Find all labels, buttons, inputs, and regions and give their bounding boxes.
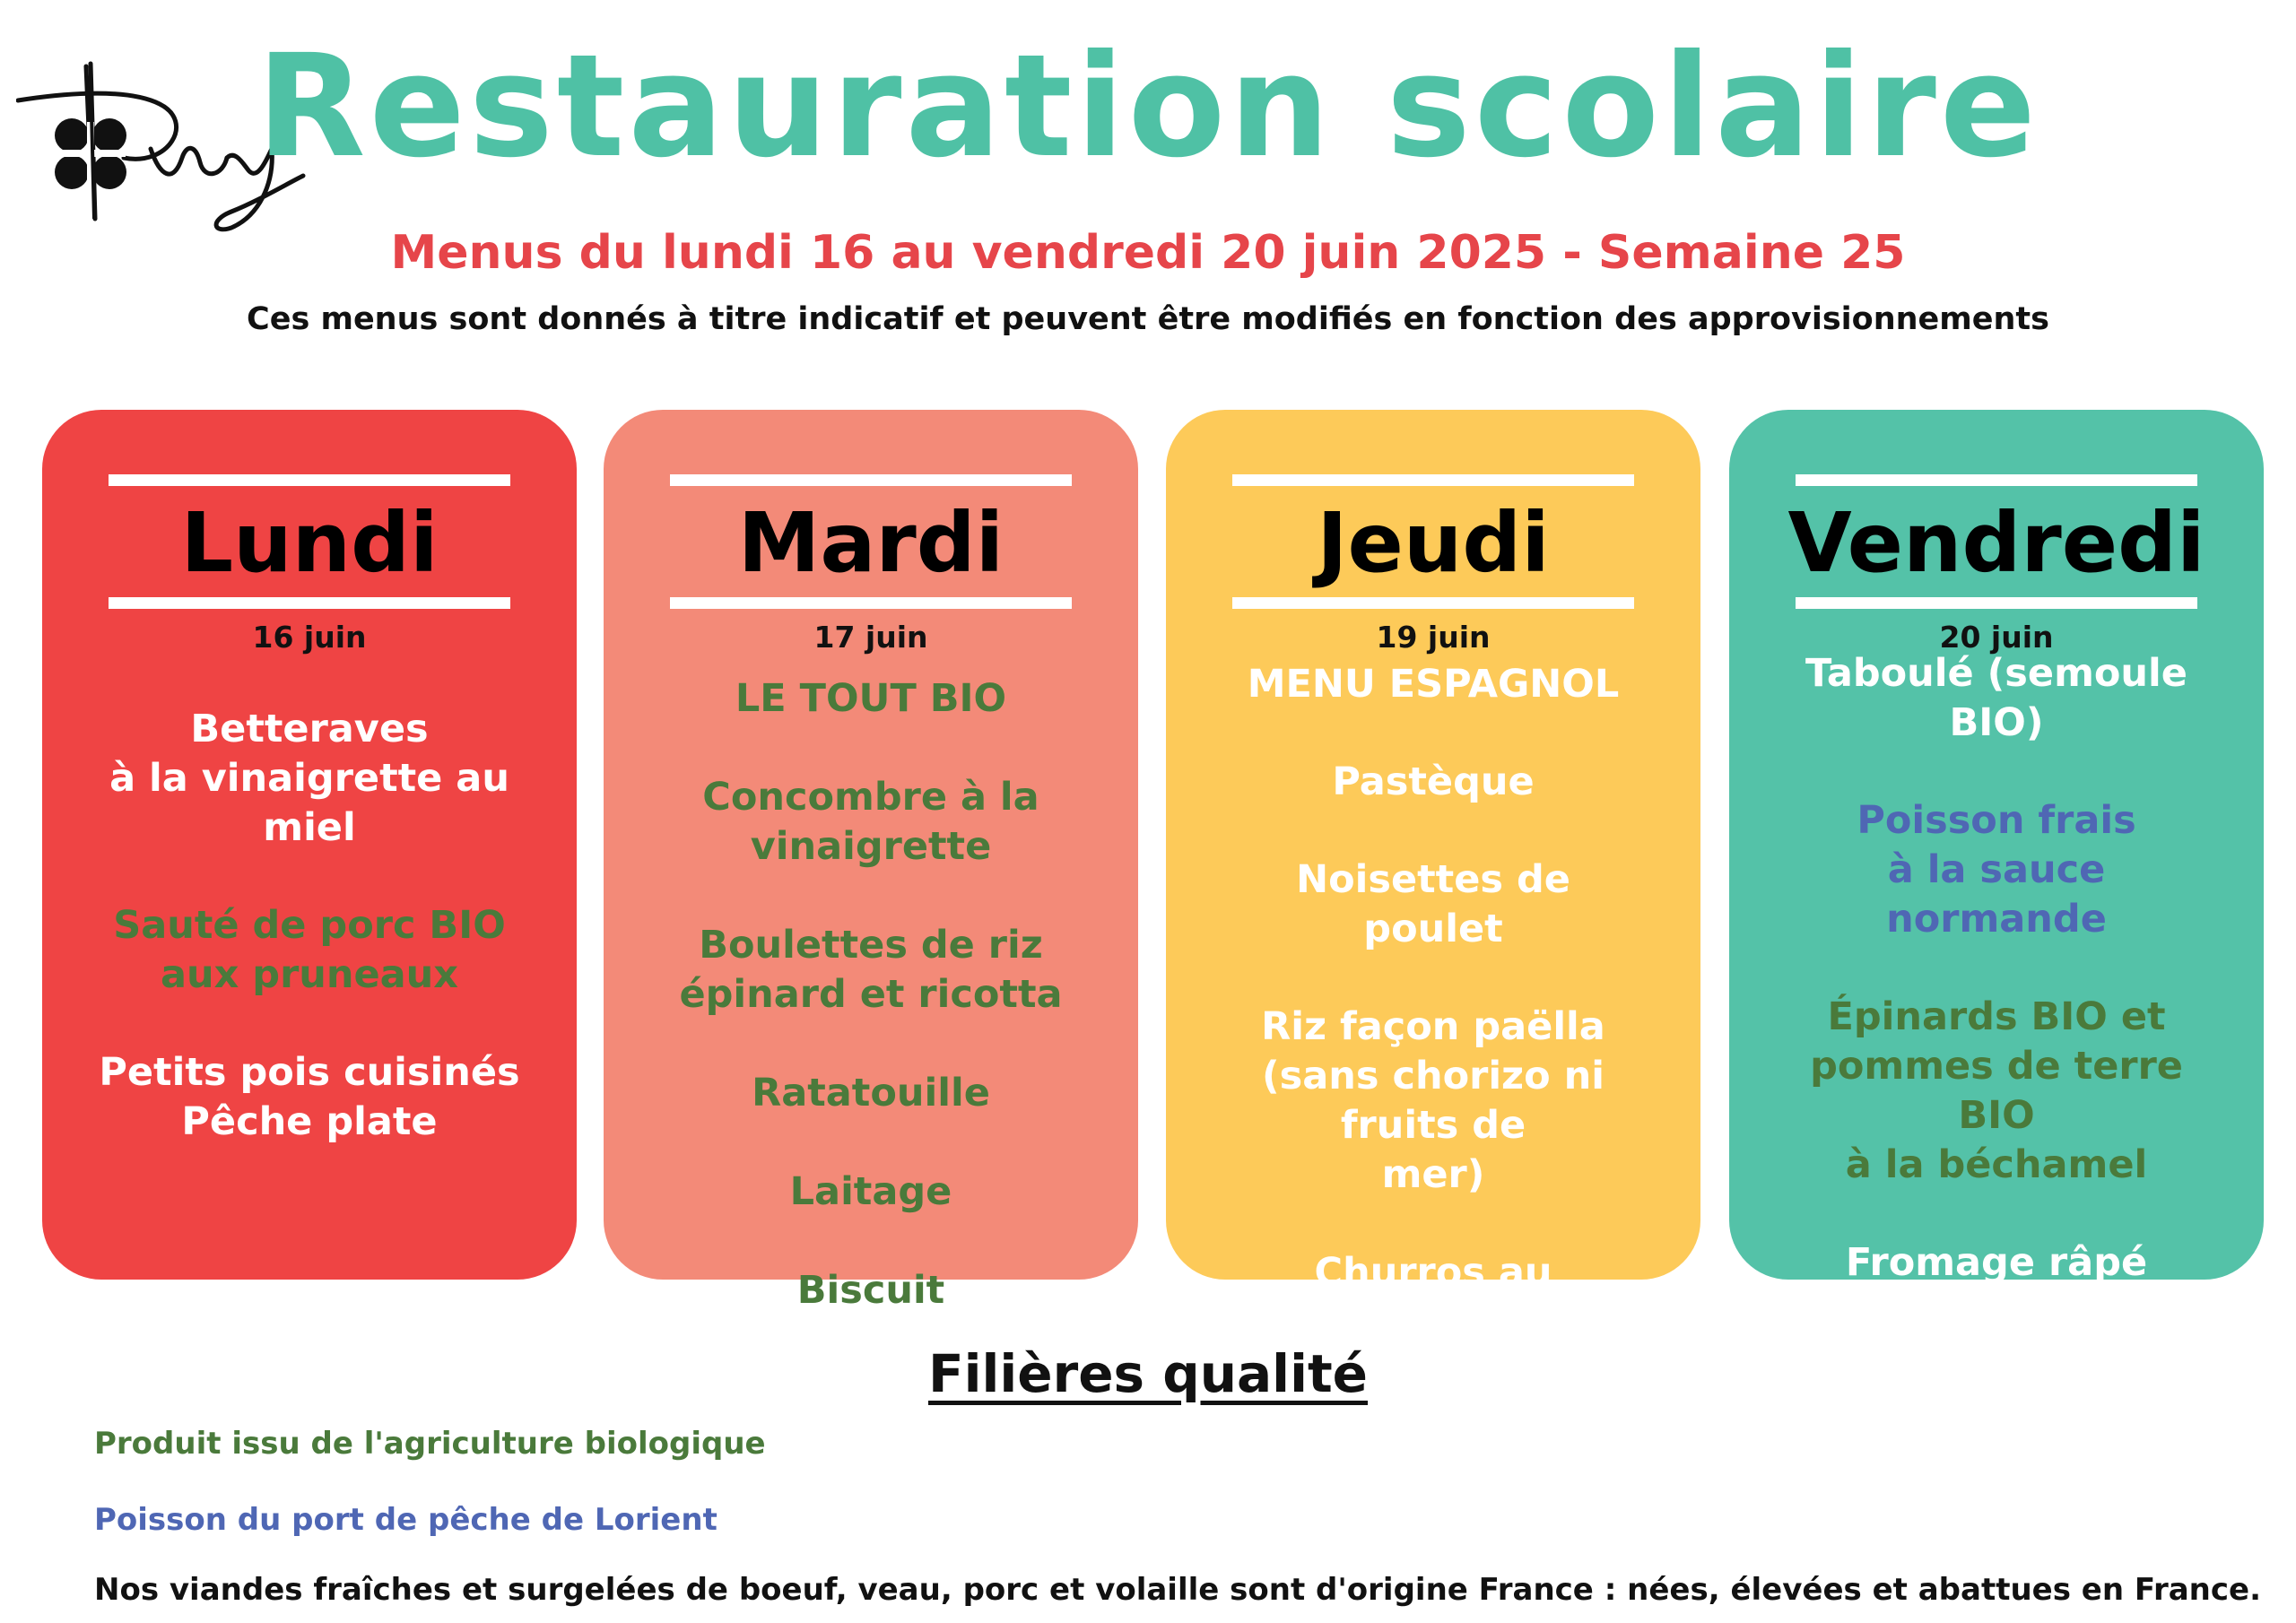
menu-item: Churros au chocolat	[1314, 1250, 1552, 1344]
day-card-vendredi	[1729, 410, 2264, 1432]
menu-week-subtitle: Menus du lundi 16 au vendredi 20 juin 2025 - Semaine 25	[390, 226, 1906, 280]
divider	[1796, 474, 2197, 486]
divider	[1232, 474, 1634, 486]
menu-item: Poisson frais à la sauce normande	[1857, 798, 2136, 942]
menu-item: Petits pois cuisinés Pêche plate	[99, 1050, 520, 1144]
menu-item: Laitage	[789, 1169, 952, 1214]
divider	[670, 474, 1072, 486]
menu-item: Taboulé (semoule BIO)	[1805, 651, 2187, 745]
menu-notice: Ces menus sont donnés à titre indicatif et peuvent être modifiés en fonction des approvisionnements	[247, 301, 2049, 337]
day-name: Jeudi	[1317, 495, 1550, 591]
menu-item: Fromage râpé	[1845, 1240, 2148, 1285]
menu-item: Ratatouille	[752, 1071, 990, 1115]
day-name: Lundi	[180, 495, 439, 591]
menu-item: Concombre à la vinaigrette	[702, 775, 1039, 869]
menu-item: Noisettes de poulet	[1296, 857, 1570, 951]
menu-item: Pastèque	[1332, 759, 1535, 804]
menu-item: Sauté de porc BIO aux pruneaux	[113, 903, 506, 997]
legend-meat: Nos viandes fraîches et surgelées de boeuf, veau, porc et volaille sont d'origine France : nées, élevées et abattues en France.	[94, 1572, 2261, 1608]
menu-items	[1783, 649, 2210, 1435]
day-name: Vendredi	[1787, 495, 2205, 591]
legend-bio: Produit issu de l'agriculture biologique	[94, 1426, 766, 1462]
day-card-mardi	[604, 410, 1138, 1313]
menu-items	[1220, 660, 1647, 1347]
page-title: Restauration scolaire	[256, 24, 2040, 189]
day-date: 17 juin	[813, 620, 928, 655]
menu-item: Betteraves à la vinaigrette au miel	[109, 707, 509, 850]
menu-items	[657, 674, 1084, 1315]
day-name: Mardi	[737, 495, 1004, 591]
menu-item: Boulettes de riz épinard et ricotta	[679, 923, 1063, 1017]
legend-fish: Poisson du port de pêche de Lorient	[94, 1502, 718, 1538]
menu-item: MENU ESPAGNOL	[1247, 662, 1620, 707]
divider	[109, 474, 510, 486]
divider	[109, 597, 510, 609]
day-card-lundi	[42, 410, 577, 1280]
menu-item: LE TOUT BIO	[735, 676, 1007, 721]
day-date: 20 juin	[1939, 620, 2054, 655]
day-card-jeudi	[1166, 410, 1700, 1344]
menu-item: Riz façon paëlla (sans chorizo ni fruits de mer)	[1261, 1004, 1605, 1197]
menu-items	[96, 705, 523, 1147]
day-date: 16 juin	[252, 620, 367, 655]
menu-item: Épinards BIO et pommes de terre BIO à la béchamel	[1810, 994, 2183, 1187]
menu-item: Fraises de Plougastel	[1881, 1338, 2112, 1432]
divider	[670, 597, 1072, 609]
divider	[1796, 597, 2197, 609]
quality-title: Filières qualité	[927, 1343, 1369, 1404]
menu-item: Biscuit	[796, 1268, 945, 1313]
day-date: 19 juin	[1376, 620, 1491, 655]
divider	[1232, 597, 1634, 609]
